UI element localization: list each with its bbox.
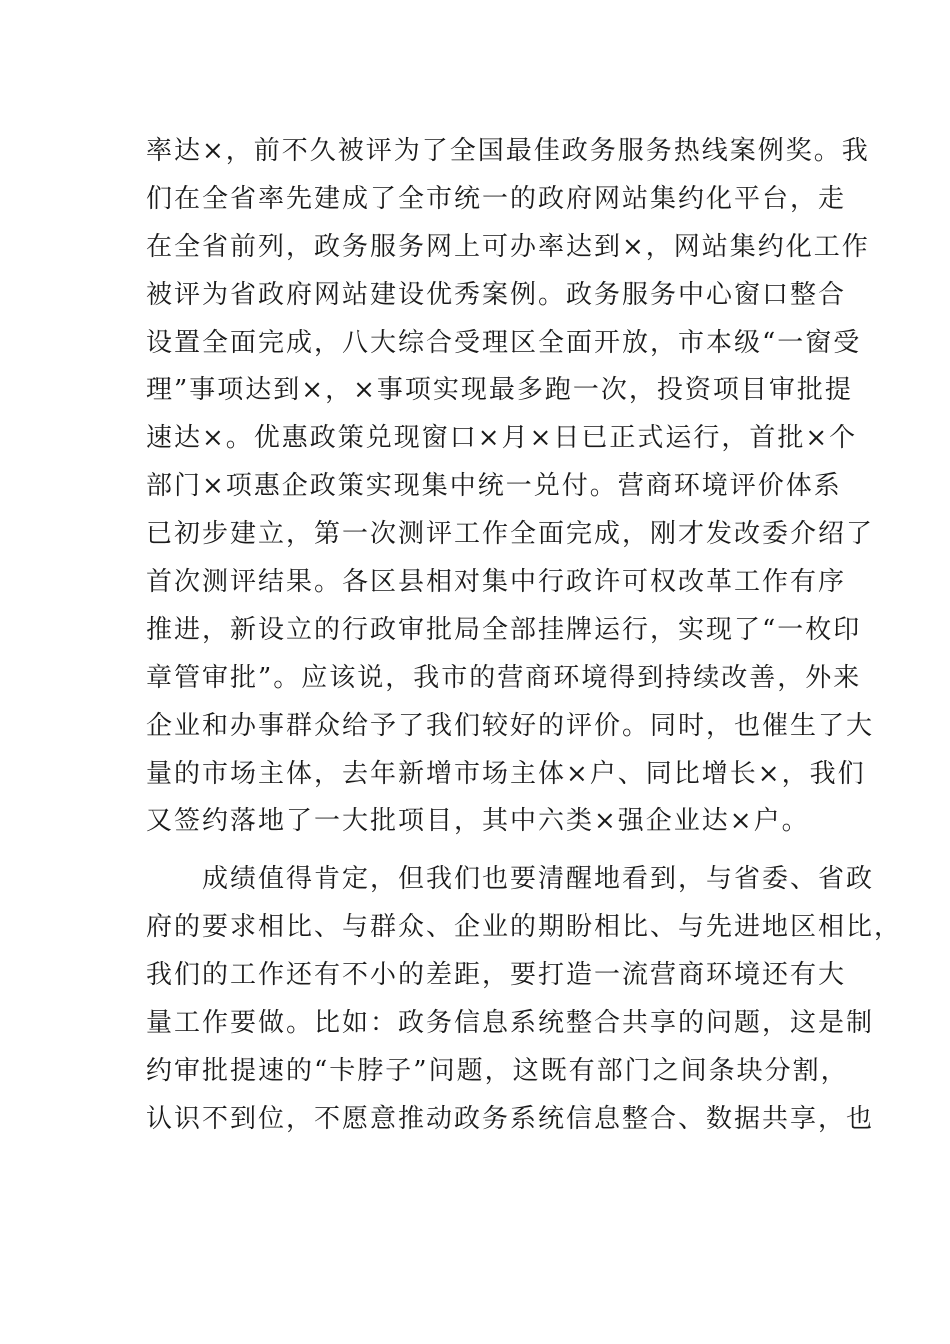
paragraph-line: 又签约落地了一大批项目，其中六类×强企业达×户。 <box>146 806 810 837</box>
paragraph-2 <box>146 856 903 1143</box>
paragraph-line: 企业和办事群众给予了我们较好的评价。同时，也催生了大 <box>146 710 875 741</box>
paragraph-line: 被评为省政府网站建设优秀案例。政务服务中心窗口整合 <box>146 279 847 310</box>
paragraph-line: 率达×，前不久被评为了全国最佳政务服务热线案例奖。我 <box>146 136 870 166</box>
paragraph-line: 约审批提速的“卡脖子”问题，这既有部门之间条块分割， <box>146 1055 849 1086</box>
paragraph-line: 已初步建立，第一次测评工作全面完成，刚才发改委介绍了 <box>146 519 875 550</box>
paragraph-line: 推进，新设立的行政审批局全部挂牌运行，实现了“一枚印 <box>146 614 862 645</box>
paragraph-line: 章管审批”。应该说，我市的营商环境得到持续改善，外来 <box>146 662 862 693</box>
paragraph-line: 设置全面完成，八大综合受理区全面开放，市本级“一窗受 <box>146 327 862 358</box>
paragraph-line: 理”事项达到×，×事项实现最多跑一次，投资项目审批提 <box>146 375 853 406</box>
paragraph-line: 量工作要做。比如：政务信息系统整合共享的问题，这是制 <box>146 1008 875 1039</box>
paragraph-line: 成绩值得肯定，但我们也要清醒地看到，与省委、省政 <box>202 864 875 895</box>
paragraph-line: 我们的工作还有不小的差距，要打造一流营商环境还有大 <box>146 960 847 991</box>
paragraph-line: 在全省前列，政务服务网上可办率达到×，网站集约化工作 <box>146 231 870 262</box>
paragraph-line: 首次测评结果。各区县相对集中行政许可权改革工作有序 <box>146 567 847 598</box>
paragraph-line: 认识不到位，不愿意推动政务系统信息整合、数据共享，也 <box>146 1103 875 1134</box>
paragraph-line: 速达×。优惠政策兑现窗口×月×日已正式运行，首批×个 <box>146 423 858 454</box>
paragraph-spacer <box>146 846 816 856</box>
paragraph-1 <box>146 128 875 846</box>
document-body <box>146 128 903 1144</box>
paragraph-line: 们在全省率先建成了全市统一的政府网站集约化平台，走 <box>146 183 847 214</box>
paragraph-line: 部门×项惠企政策实现集中统一兑付。营商环境评价体系 <box>146 471 842 502</box>
paragraph-line: 量的市场主体，去年新增市场主体×户、同比增长×，我们 <box>146 758 866 789</box>
paragraph-line: 府的要求相比、与群众、企业的期盼相比、与先进地区相比， <box>146 912 903 943</box>
